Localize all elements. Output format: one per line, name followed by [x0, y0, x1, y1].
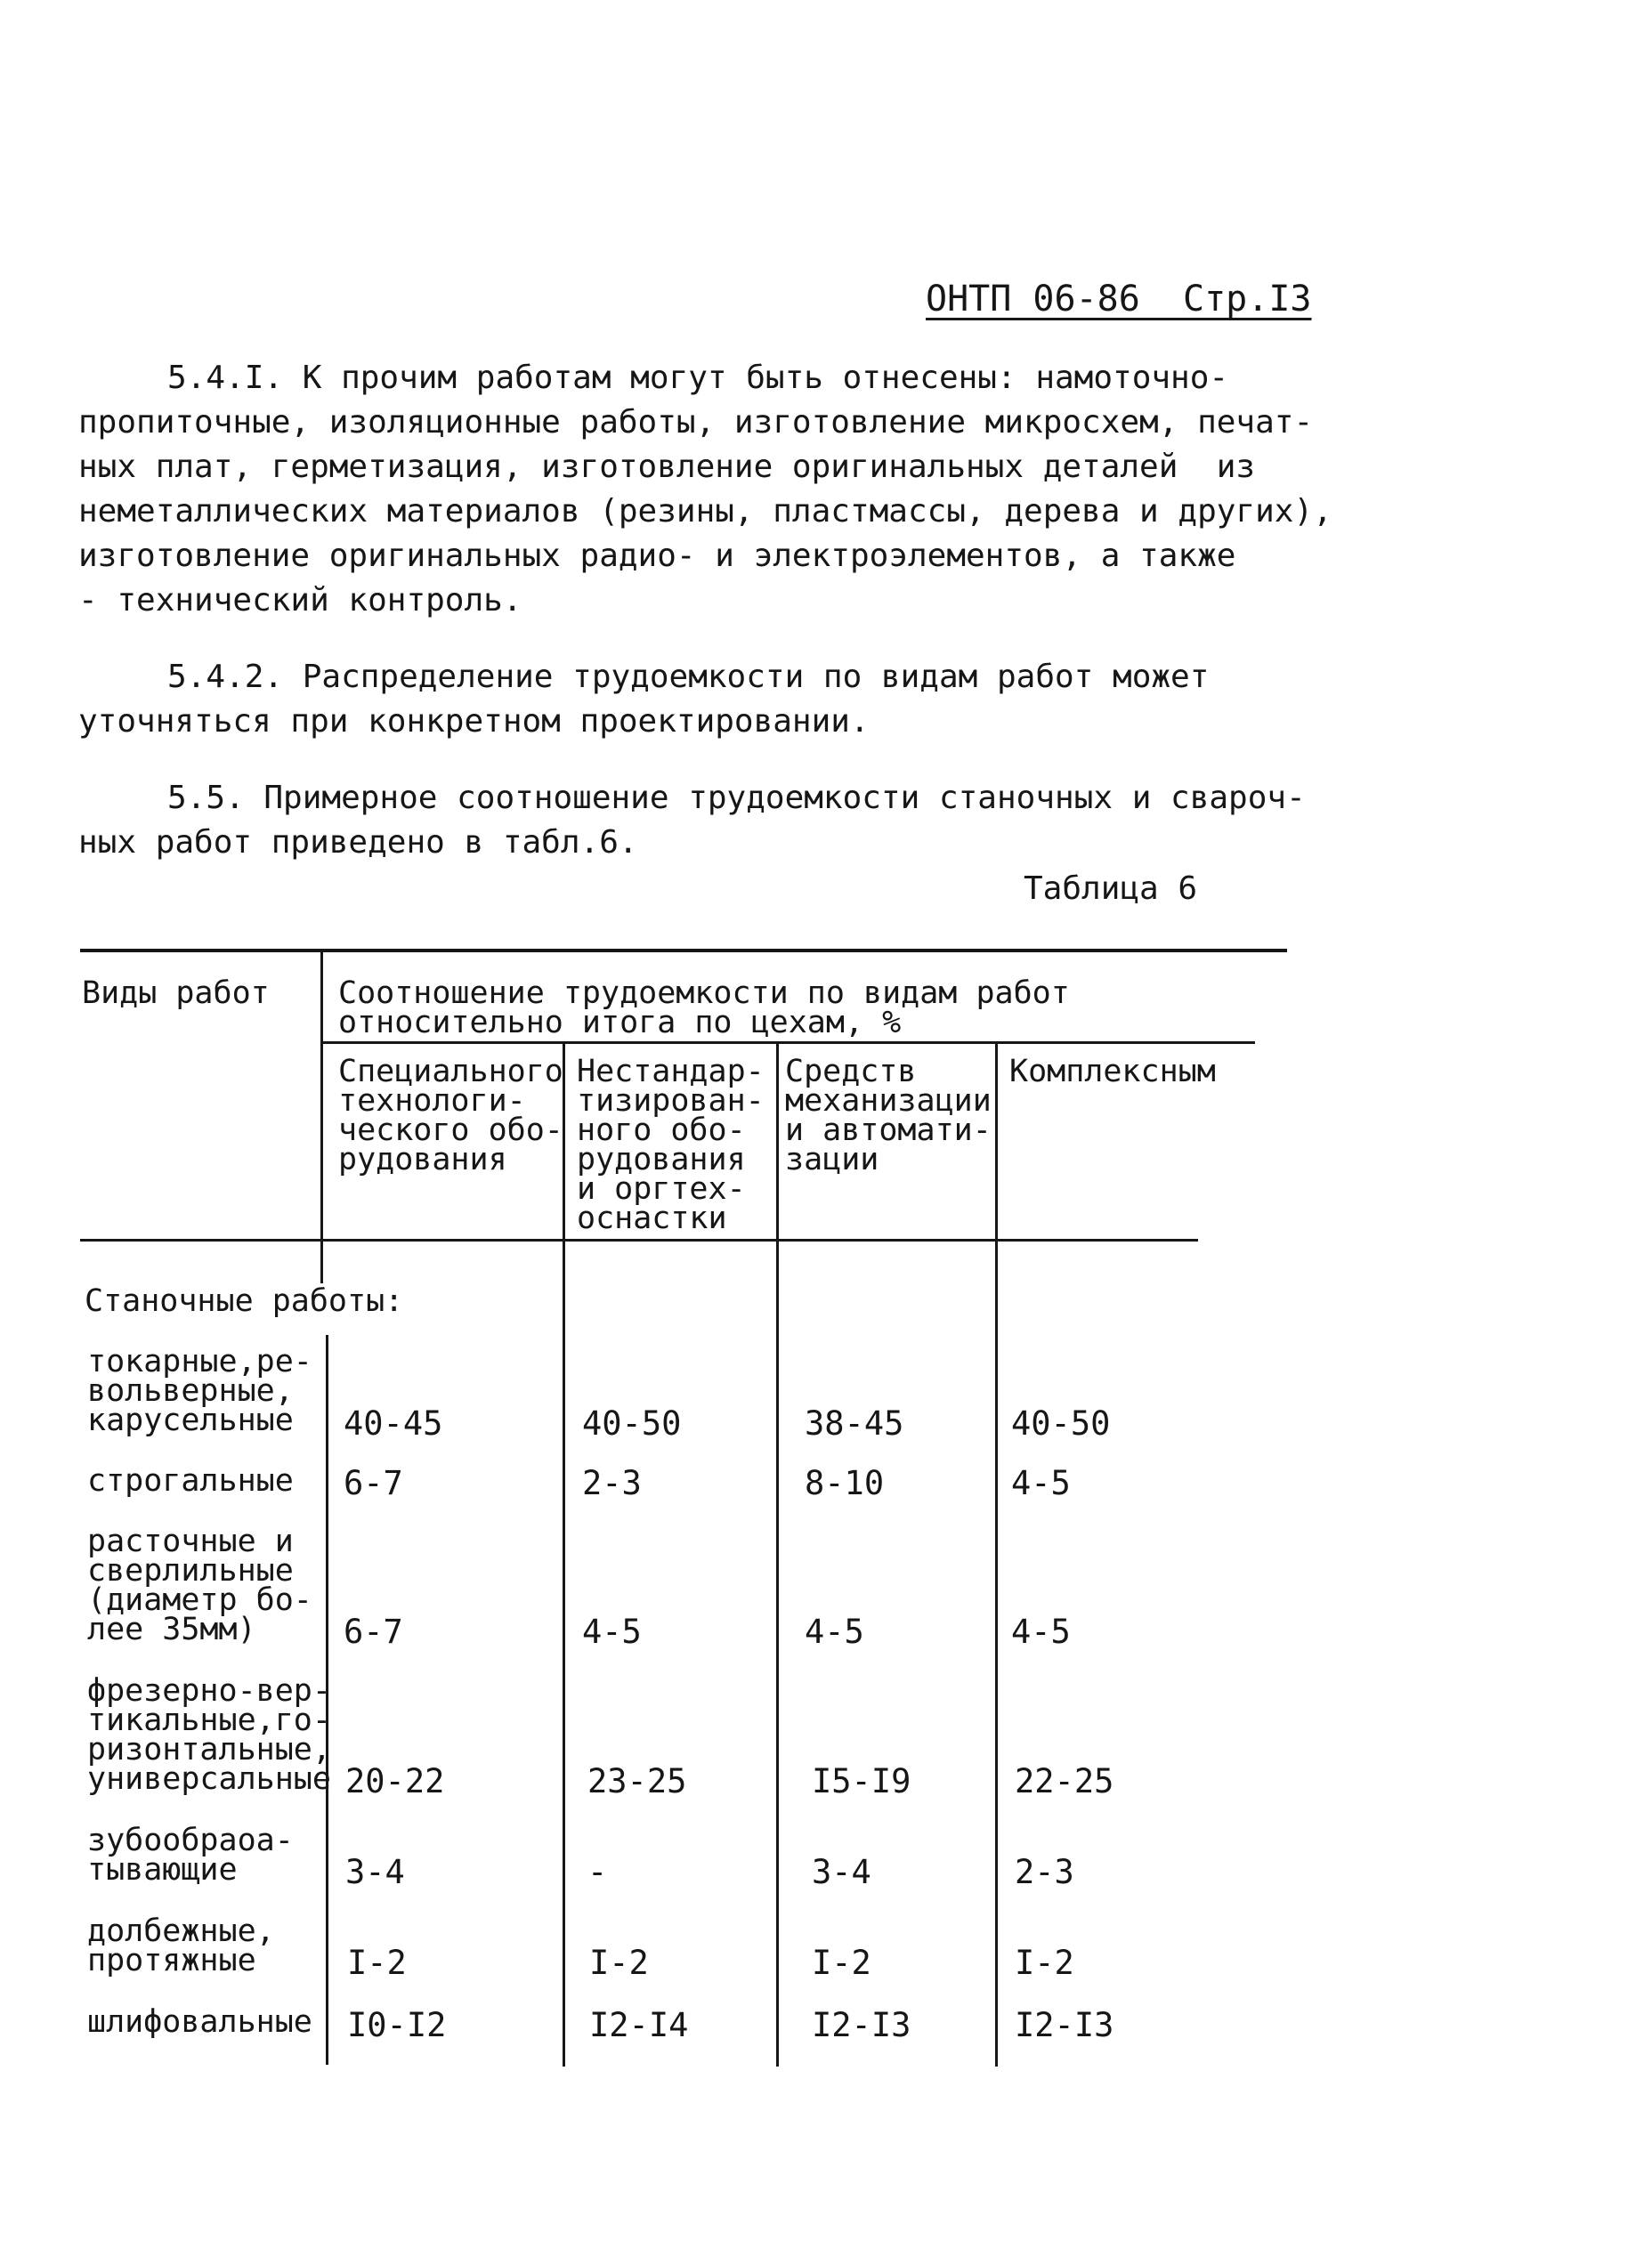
value-cell: 4-5: [1011, 1464, 1071, 1502]
value-cell: I0-I2: [347, 2006, 447, 2044]
value-cell: 6-7: [344, 1464, 403, 1502]
value-cell: 40-45: [344, 1404, 443, 1443]
column-divider: [776, 1043, 779, 2067]
header-line: и оргтех-: [577, 1171, 746, 1207]
row-name-line: шлифовальные: [87, 2004, 312, 2040]
header-line: ного обо-: [577, 1112, 746, 1148]
value-cell: 22-25: [1015, 1762, 1114, 1800]
value-cell: 4-5: [582, 1613, 642, 1651]
text-line: ных работ приведено в табл.6.: [78, 824, 638, 861]
row-name-line: вольверные,: [87, 1373, 294, 1409]
row-name-line: долбежные,: [87, 1913, 275, 1949]
column-divider: [995, 1043, 998, 2067]
value-cell: 6-7: [344, 1613, 403, 1651]
table-caption: Таблица 6: [1024, 870, 1198, 907]
row-name-line: карусельные: [87, 1403, 294, 1438]
text-line: 5.4.I. К прочим работам могут быть отнесены: намоточно-: [167, 360, 1229, 396]
value-cell: 3-4: [345, 1853, 405, 1891]
header-line: Специального: [338, 1054, 563, 1089]
document-reference: ОНТП 06-86 Стр.I3: [926, 279, 1312, 320]
group-header-line: Соотношение трудоемкости по видам работ: [338, 975, 1070, 1011]
header-line: тизирован-: [577, 1083, 765, 1119]
header-line: и автомати-: [785, 1112, 992, 1148]
row-name-line: тикальные,го-: [87, 1703, 331, 1738]
row-name-line: тывающие: [87, 1852, 238, 1888]
row-name-line: (диаметр бо-: [87, 1582, 312, 1618]
header-line: технологи-: [338, 1083, 526, 1119]
row-name-line: лее 35мм): [87, 1612, 256, 1647]
value-cell: 3-4: [812, 1853, 871, 1891]
row-name-line: строгальные: [87, 1463, 294, 1499]
header-bottom-rule: [80, 1239, 1198, 1242]
column-header-work-types: Виды работ: [82, 975, 270, 1011]
text-line: пропиточные, изоляционные работы, изготовление микросхем, печат-: [78, 404, 1314, 441]
section-label: Станочные работы:: [85, 1283, 404, 1319]
column-header-complex: Комплексным: [1009, 1054, 1216, 1089]
text-line: уточняться при конкретном проектировании.: [78, 703, 870, 740]
text-line: неметаллических материалов (резины, пластмассы, дерева и других),: [78, 493, 1332, 530]
row-name-line: универсальные: [87, 1761, 331, 1797]
text-line: изготовление оригинальных радио- и электроэлементов, а также: [78, 538, 1236, 574]
value-cell: I-2: [812, 1944, 871, 1982]
text-line: - технический контроль.: [78, 582, 522, 619]
value-cell: I-2: [1015, 1944, 1074, 1982]
value-cell: 23-25: [587, 1762, 687, 1800]
header-line: Нестандар-: [577, 1054, 765, 1089]
header-line: рудования: [338, 1142, 507, 1177]
value-cell: 4-5: [805, 1613, 864, 1651]
value-cell: 38-45: [805, 1404, 904, 1443]
column-divider: [563, 1043, 565, 2067]
value-cell: I5-I9: [812, 1762, 911, 1800]
value-cell: 2-3: [582, 1464, 642, 1502]
value-cell: -: [587, 1853, 608, 1891]
row-name-line: ризонтальные,: [87, 1732, 331, 1768]
row-name-line: зубообраоа-: [87, 1823, 294, 1858]
header-line: зации: [785, 1142, 879, 1177]
group-header-rule: [320, 1041, 1255, 1044]
value-cell: I2-I3: [812, 2006, 911, 2044]
row-name-line: токарные,ре-: [87, 1344, 312, 1379]
row-name-line: расточные и: [87, 1524, 294, 1559]
text-line: 5.4.2. Распределение трудоемкости по видам работ может: [167, 659, 1210, 695]
header-line: рудования: [577, 1142, 746, 1177]
value-cell: I2-I4: [589, 2006, 689, 2044]
value-cell: I-2: [347, 1944, 407, 1982]
value-cell: 20-22: [345, 1762, 445, 1800]
row-name-line: фрезерно-вер-: [87, 1673, 331, 1709]
header-line: оснастки: [577, 1201, 727, 1236]
value-cell: 2-3: [1015, 1853, 1074, 1891]
table-top-rule: [80, 949, 1287, 952]
value-cell: 40-50: [1011, 1404, 1111, 1443]
group-header-line: относительно итога по цехам, %: [338, 1005, 902, 1040]
header-line: механизации: [785, 1083, 992, 1119]
value-cell: I2-I3: [1015, 2006, 1114, 2044]
column-divider: [320, 949, 323, 1283]
value-cell: 40-50: [582, 1404, 682, 1443]
row-name-line: протяжные: [87, 1943, 256, 1978]
header-line: ческого обо-: [338, 1112, 563, 1148]
row-name-line: сверлильные: [87, 1553, 294, 1589]
header-line: Средств: [785, 1054, 917, 1089]
value-cell: 4-5: [1011, 1613, 1071, 1651]
text-line: 5.5. Примерное соотношение трудоемкости станочных и свароч-: [167, 780, 1306, 816]
value-cell: I-2: [589, 1944, 649, 1982]
value-cell: 8-10: [805, 1464, 885, 1502]
text-line: ных плат, герметизация, изготовление оригинальных деталей из: [78, 449, 1256, 485]
